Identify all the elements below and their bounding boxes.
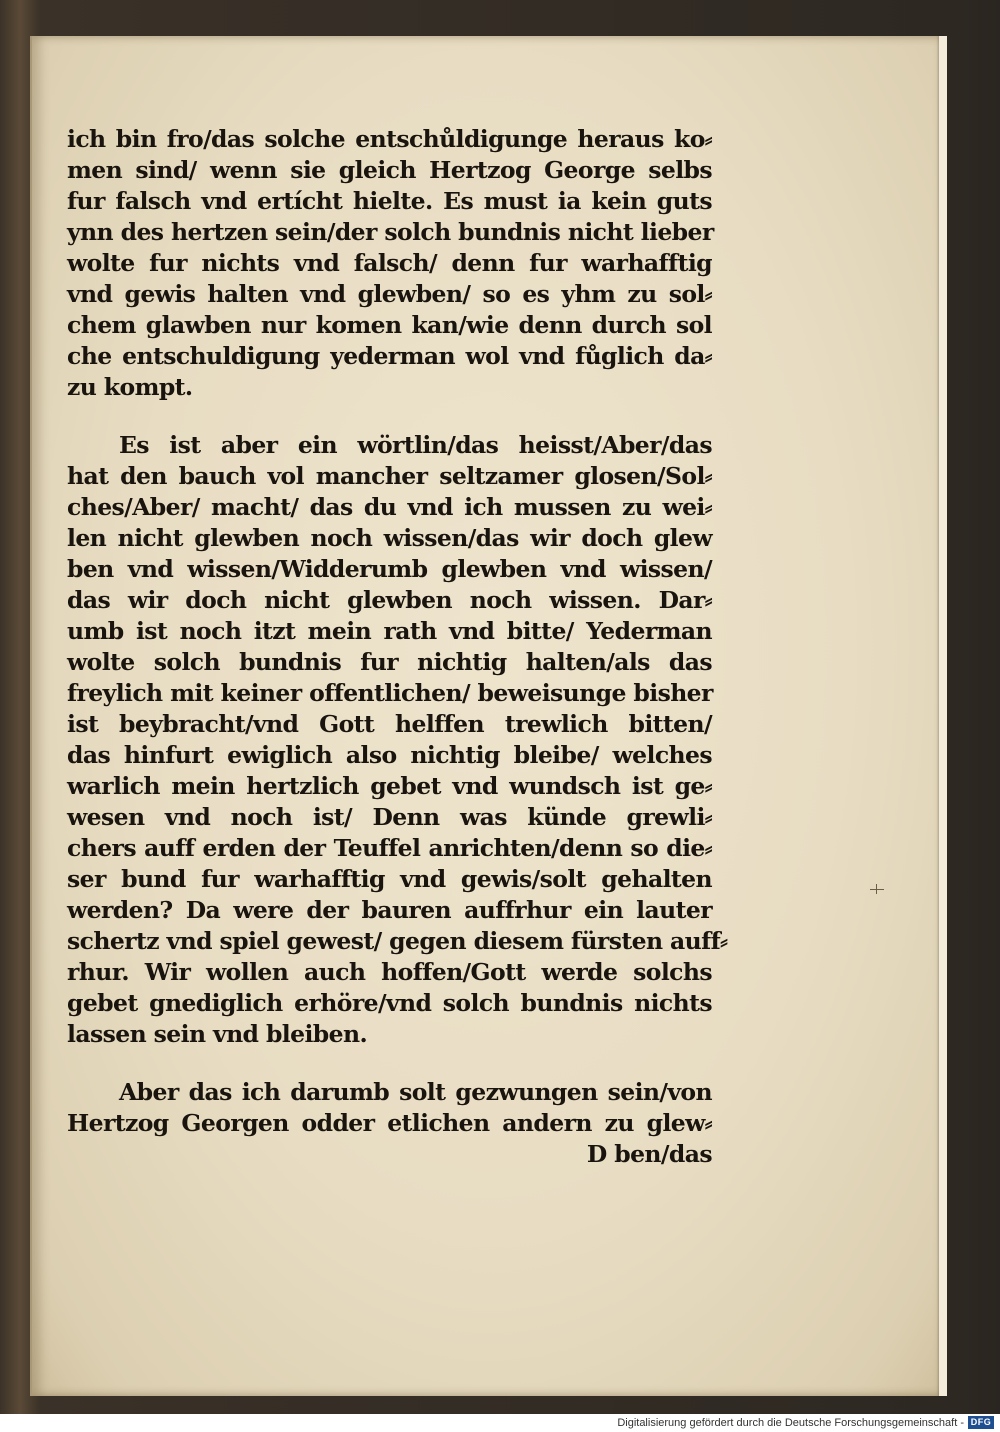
footer-bar: [0, 1414, 1000, 1432]
text-line: umb ist noch itzt mein rath vnd bitte/ Yederman: [67, 617, 712, 645]
dfg-logo[interactable]: DFG: [968, 1416, 994, 1429]
text-line: ynn des hertzen sein/der solch bundnis nicht lieber: [67, 218, 714, 246]
text-line: wolte fur nichts vnd falsch/ denn fur warhafftig: [67, 249, 712, 277]
text-line: werden? Da were der bauren auffrhur ein lauter: [67, 896, 712, 924]
text-line: che entschuldigung yederman wol vnd fůglich da⸗: [67, 342, 712, 370]
page-text: [67, 124, 728, 1170]
text-line: warlich mein hertzlich gebet vnd wundsch ist ge⸗: [67, 772, 712, 800]
text-line: men sind/ wenn sie gleich Hertzog George selbs: [67, 156, 712, 184]
text-line: Aber das ich darumb solt gezwungen sein/von: [119, 1078, 712, 1106]
text-line: lassen sein vnd bleiben.: [67, 1020, 368, 1048]
text-line: gebet gnediglich erhöre/vnd solch bundnis nichts: [67, 989, 712, 1017]
text-line: zu kompt.: [67, 373, 193, 401]
text-line: fur falsch vnd ertícht hielte. Es must ia kein guts: [67, 187, 712, 215]
text-line: rhur. Wir wollen auch hoffen/Gott werde solchs: [67, 958, 712, 986]
funding-credit: Digitalisierung gefördert durch die Deutsche Forschungsgemeinschaft -: [617, 1417, 964, 1429]
text-line: ches/Aber/ macht/ das du vnd ich mussen zu wei⸗: [67, 493, 712, 521]
text-line: Es ist aber ein wörtlin/das heisst/Aber/das: [119, 431, 712, 459]
text-line: len nicht glewben noch wissen/das wir doch glew: [67, 524, 712, 552]
margin-mark: [870, 889, 884, 890]
text-line: vnd gewis halten vnd glewben/ so es yhm zu sol⸗: [67, 280, 712, 308]
text-line: schertz vnd spiel gewest/ gegen diesem fürsten auff⸗: [67, 927, 728, 955]
paragraph-gap: [67, 1050, 712, 1077]
text-line: freylich mit keiner offentlichen/ beweisunge bisher: [67, 679, 713, 707]
text-line: chers auff erden der Teuffel anrichten/denn so die⸗: [67, 834, 712, 862]
text-line: wesen vnd noch ist/ Denn was künde grewli⸗: [67, 803, 712, 831]
text-line: chem glawben nur komen kan/wie denn durch sol: [67, 311, 712, 339]
text-line: das hinfurt ewiglich also nichtig bleibe/ welches: [67, 741, 712, 769]
text-line: ich bin fro/das solche entschůldigunge heraus ko⸗: [67, 125, 712, 153]
text-line: wolte solch bundnis fur nichtig halten/als das: [67, 648, 712, 676]
text-line: Hertzog Georgen odder etlichen andern zu glew⸗: [67, 1109, 712, 1137]
book-page: [30, 36, 947, 1396]
paragraph-gap: [67, 403, 712, 430]
text-line: das wir doch nicht glewben noch wissen. Dar⸗: [67, 586, 712, 614]
text-line: ser bund fur warhafftig vnd gewis/solt gehalten: [67, 865, 712, 893]
catchword-line: D ben/das: [586, 1140, 712, 1168]
text-line: ist beybracht/vnd Gott helffen trewlich bitten/: [67, 710, 712, 738]
text-line: ben vnd wissen/Widderumb glewben vnd wissen/: [67, 555, 712, 583]
text-line: hat den bauch vol mancher seltzamer glosen/Sol⸗: [67, 462, 712, 490]
